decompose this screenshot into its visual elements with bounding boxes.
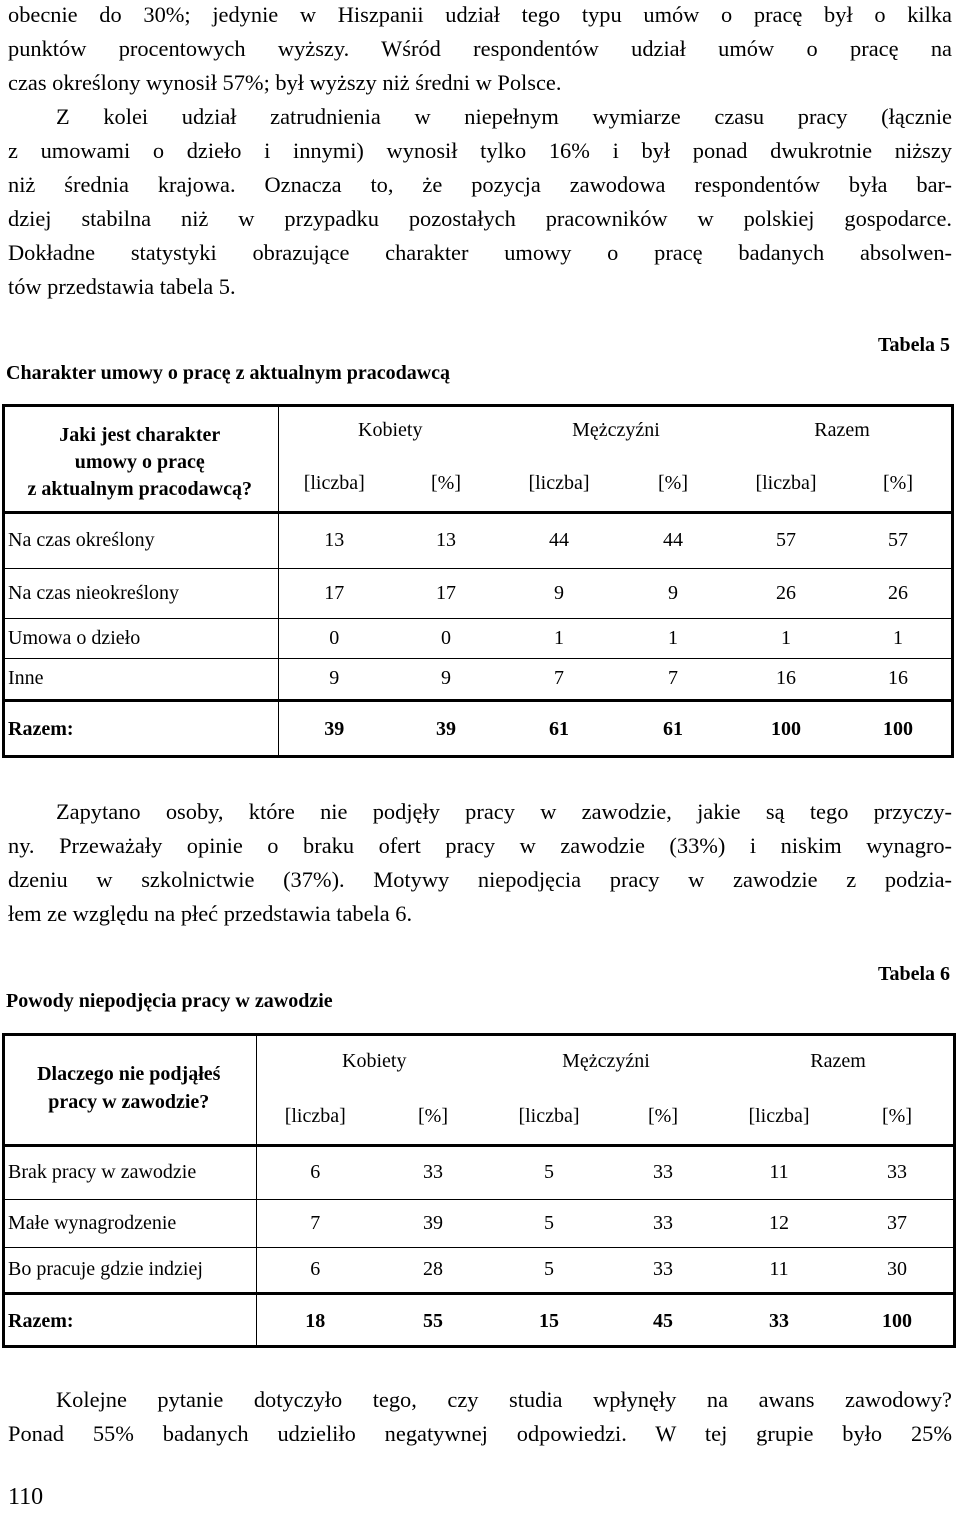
group-header: Mężczyźni [562,1049,650,1072]
text-line: Ponad 55% badanych udzieliło negatywnej odpowiedzi. W tej grupie było 25% [8,1421,952,1446]
table-cell: 45 [606,1293,720,1348]
table-cell: 9 [502,568,616,618]
column-header: [%] [882,1104,912,1127]
question-header: Dlaczego nie podjąłeś pracy w zawodzie? [2,1033,256,1145]
column-header: [%] [658,471,688,494]
table-cell: 13 [390,512,502,568]
column-header: [%] [883,471,913,494]
table-cell: 44 [502,512,616,568]
row-label: Na czas określony [2,512,278,568]
group-header: Kobiety [358,418,423,441]
table-cell: 33 [606,1145,720,1199]
text-line: obecnie do 30%; jedynie w Hiszpanii udział tego typu umów o pracę był o kilka [8,2,952,27]
table-cell: 55 [374,1293,492,1348]
text-line: Kolejne pytanie dotyczyło tego, czy studia wpłynęły na awans zawodowy? [56,1387,952,1412]
table-cell: 5 [492,1199,606,1247]
group-header: Razem [810,1049,866,1072]
table-cell: 39 [374,1199,492,1247]
text-line: Zapytano osoby, które nie podjęły pracy w zawodzie, jakie są tego przyczy- [56,799,952,824]
table-cell: 33 [606,1199,720,1247]
table-total-row [2,700,954,758]
table-cell: 17 [278,568,390,618]
column-header: [liczba] [303,471,365,494]
table-cell: 17 [390,568,502,618]
table-number: Tabela 5 [877,334,950,356]
table-cell: 7 [616,658,730,700]
text-line: punktów procentowych wyższy. Wśród respondentów udział umów o pracę na [8,36,952,61]
group-header: Razem [814,418,870,441]
row-label: Bo pracuje gdzie indziej [2,1247,256,1293]
intro-paragraph [8,0,952,304]
table-row [2,1247,956,1293]
question-header: Jaki jest charakter umowy o pracę z aktualnym pracodawcą? [2,404,278,512]
table-cell: 100 [730,700,842,758]
table-row [2,1199,956,1247]
table-row [2,1145,956,1199]
table-cell: 6 [256,1247,374,1293]
table-cell: 61 [616,700,730,758]
group-header: Mężczyźni [572,418,660,441]
table-header-row [2,404,954,456]
table-cell: 26 [842,568,954,618]
column-header: [liczba] [748,1104,810,1127]
text-line: niż średnia krajowa. Oznacza to, że pozycja zawodowa respondentów była bar- [8,172,952,197]
column-header: [liczba] [755,471,817,494]
table-cell: 9 [616,568,730,618]
text-line: Dokładne statystyki obrazujące charakter umowy o pracę badanych absolwen- [8,240,952,265]
row-label: Inne [2,658,278,700]
text-line: dzeniu w szkolnictwie (37%). Motywy niepodjęcia pracy w zawodzie z podzia- [8,867,952,892]
table-number: Tabela 6 [877,963,950,985]
text-line: czas określony wynosił 57%; był wyższy niż średni w Polsce. [8,70,562,95]
column-header: [liczba] [284,1104,346,1127]
column-header: [%] [418,1104,448,1127]
column-header: [%] [431,471,461,494]
table-cell: 5 [492,1145,606,1199]
column-header: [liczba] [528,471,590,494]
table-caption: Powody niepodjęcia pracy w zawodzie [6,990,333,1012]
table-cell: 6 [256,1145,374,1199]
table-cell: 11 [720,1247,838,1293]
table-cell: 33 [838,1145,956,1199]
table-cell: 9 [390,658,502,700]
text-line: ny. Przeważały opinie o braku ofert pracy w zawodzie (33%) i niskim wynagro- [8,833,952,858]
table-cell: 9 [278,658,390,700]
text-line: Z kolei udział zatrudnienia w niepełnym wymiarze czasu pracy (łącznie [56,104,952,129]
table-cell: 11 [720,1145,838,1199]
table-cell: 26 [730,568,842,618]
table-caption: Charakter umowy o pracę z aktualnym pracodawcą [6,362,451,384]
table-cell: 1 [730,618,842,658]
table-cell: 1 [502,618,616,658]
table-cell: 39 [390,700,502,758]
table-cell: 28 [374,1247,492,1293]
row-label: Razem: [2,700,278,758]
table-cell: 33 [374,1145,492,1199]
table-cell: 15 [492,1293,606,1348]
row-label: Umowa o dzieło [2,618,278,658]
column-header: [%] [648,1104,678,1127]
table-cell: 18 [256,1293,374,1348]
text-line: łem ze względu na płeć przedstawia tabela 6. [8,901,413,926]
row-label: Na czas nieokreślony [2,568,278,618]
table-cell: 16 [842,658,954,700]
table-6 [2,1033,956,1348]
table-row [2,658,954,700]
table-cell: 33 [720,1293,838,1348]
table-cell: 30 [838,1247,956,1293]
table-row [2,512,954,568]
table-cell: 100 [842,700,954,758]
middle-paragraph [8,795,952,931]
closing-paragraph [8,1383,952,1451]
column-header: [liczba] [518,1104,580,1127]
row-label: Małe wynagrodzenie [2,1199,256,1247]
table-cell: 39 [278,700,390,758]
table-cell: 5 [492,1247,606,1293]
table-cell: 7 [502,658,616,700]
table-header-row [2,1033,956,1089]
text-line: dziej stabilna niż w przypadku pozostałych pracowników w polskiej gospodarce. [8,206,952,231]
table-cell: 12 [720,1199,838,1247]
table-cell: 61 [502,700,616,758]
table-5 [2,404,954,758]
table-cell: 13 [278,512,390,568]
table-total-row [2,1293,956,1348]
table-cell: 0 [390,618,502,658]
table-cell: 57 [842,512,954,568]
table-cell: 100 [838,1293,956,1348]
text-line: z umowami o dzieło i innymi) wynosił tylko 16% i był ponad dwukrotnie niższy [8,138,952,163]
table-cell: 44 [616,512,730,568]
table-cell: 37 [838,1199,956,1247]
table-cell: 57 [730,512,842,568]
text-line: tów przedstawia tabela 5. [8,274,236,299]
group-header: Kobiety [342,1049,407,1072]
page-number: 110 [8,1484,44,1510]
row-label: Brak pracy w zawodzie [2,1145,256,1199]
table-cell: 16 [730,658,842,700]
table-cell: 7 [256,1199,374,1247]
table-row [2,568,954,618]
table-cell: 0 [278,618,390,658]
table-row [2,618,954,658]
table-cell: 1 [842,618,954,658]
table-cell: 33 [606,1247,720,1293]
row-label: Razem: [2,1293,256,1348]
table-cell: 1 [616,618,730,658]
